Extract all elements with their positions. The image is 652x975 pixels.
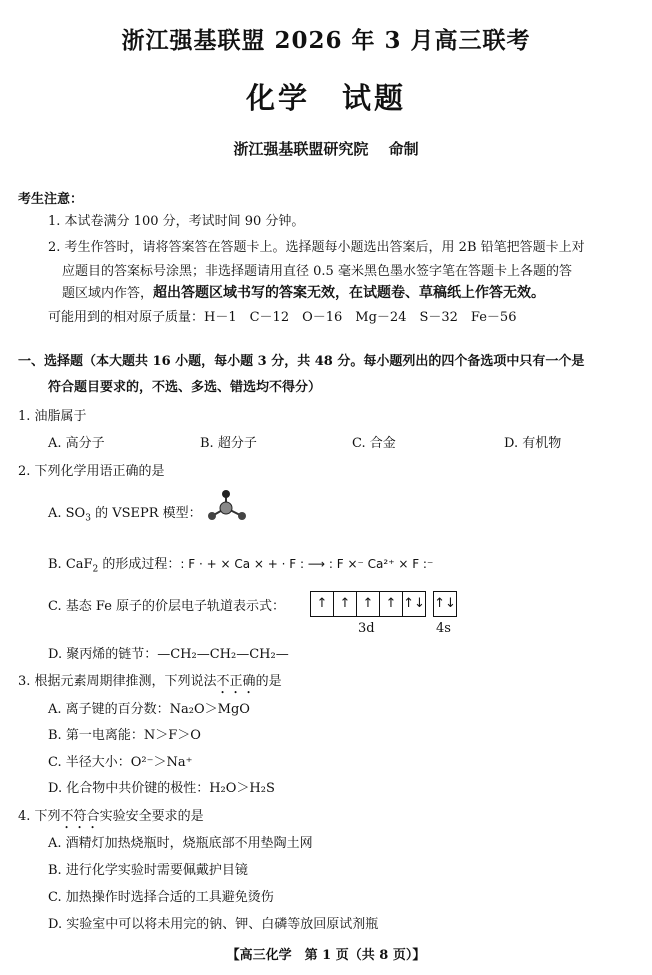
- page-footer: 【高三化学 第 1 页（共 8 页）】: [226, 948, 426, 963]
- q1-option-a: A. 高分子: [48, 436, 105, 451]
- notice-item-2-line-1: 2. 考生作答时，请将答案答在答题卡上。选择题每小题选出答案后，用 2B 铅笔把答题卡上对: [48, 240, 585, 255]
- section-1-heading-line-1: 一、选择题（本大题共 16 小题，每小题 3 分，共 48 分。每小题列出的四个备选项中只有一个是: [18, 354, 585, 369]
- orbital-3d-boxes: [310, 591, 426, 617]
- notice-item-2-line-2: 应题目的答案标号涂黑；非选择题请用直径 0.5 毫米黑色墨水签字笔在答题卡上各题的答: [62, 264, 572, 279]
- q2-a-suffix: 的 VSEPR 模型：: [90, 506, 202, 521]
- q1-option-b: B. 超分子: [200, 436, 257, 451]
- q2-option-a: [48, 502, 202, 524]
- so3-vsepr-model-image: [202, 486, 252, 526]
- orbital-box: ↑: [380, 592, 403, 616]
- orbital-3d-label: 3d: [358, 621, 375, 636]
- notice-emphasis: 超出答题区域书写的答案无效，在试题卷、草稿纸上作答无效。: [153, 285, 546, 301]
- orbital-box: ↑↓: [434, 596, 456, 611]
- q4-option-d: D. 实验室中可以将未用完的钠、钾、白磷等放回原试剂瓶: [48, 917, 379, 932]
- exam-title: 浙江强基联盟 2026 年 3 月高三联考: [121, 27, 531, 54]
- q4-stem-emphasis: 不符合: [60, 809, 100, 824]
- notice-item-2-line-3-normal: 题区域内作答，: [62, 286, 154, 301]
- q4-option-c: C. 加热操作时选择合适的工具避免烫伤: [48, 890, 274, 905]
- q2-option-c: C. 基态 Fe 原子的价层电子轨道表示式：: [48, 599, 286, 614]
- q2-b-prefix: B. CaF: [48, 557, 93, 572]
- q4-stem-part-1: 4. 下列: [18, 809, 61, 824]
- orbital-box: ↑: [311, 592, 334, 616]
- q2-option-b: [48, 553, 433, 575]
- section-1-heading-line-2: 符合题目要求的，不选、多选、错选均不得分）: [48, 380, 322, 395]
- q3-option-d: D. 化合物中共价键的极性：H₂O＞H₂S: [48, 781, 275, 796]
- q3-stem-part-3: 的是: [255, 674, 282, 689]
- q1-stem: 1. 油脂属于: [18, 409, 87, 424]
- q3-option-b: B. 第一电离能：N＞F＞O: [48, 728, 201, 743]
- q2-stem: 2. 下列化学用语正确的是: [18, 464, 165, 479]
- q2-a-prefix: A. SO: [48, 506, 86, 521]
- q4-stem: [18, 805, 204, 832]
- notice-item-2-line-3: [62, 282, 545, 302]
- q3-stem-emphasis: 不正确: [216, 674, 256, 689]
- q4-option-a: A. 酒精灯加热烧瓶时，烧瓶底部不用垫陶土网: [48, 836, 313, 851]
- subject-title: 化学 试题: [245, 81, 406, 115]
- q2-b-sub: 2: [92, 564, 99, 575]
- atomic-mass-line: 可能用到的相对原子质量：H－1 C－12 O－16 Mg－24 S－32 Fe－56: [48, 310, 517, 325]
- caf2-formation-equation: : F · + × Ca × + · F : ⟶ : F ×⁻ Ca²⁺ × F :⁻: [180, 557, 434, 571]
- q2-a-sub: 3: [85, 513, 91, 524]
- q4-option-b: B. 进行化学实验时需要佩戴护目镜: [48, 863, 248, 878]
- q4-stem-part-3: 实验安全要求的是: [99, 809, 204, 824]
- q3-stem: [18, 670, 282, 697]
- q3-option-c: C. 半径大小：O²⁻＞Na⁺: [48, 755, 193, 770]
- orbital-box: ↑: [357, 592, 380, 616]
- q1-option-d: D. 有机物: [504, 436, 562, 451]
- orbital-box: ↑: [334, 592, 357, 616]
- notice-heading: 考生注意：: [18, 192, 84, 207]
- orbital-box: ↑↓: [403, 596, 425, 611]
- q2-b-suffix: 的形成过程：: [98, 557, 181, 572]
- q1-option-c: C. 合金: [352, 436, 396, 451]
- q3-option-a: A. 离子键的百分数：Na₂O＞MgO: [48, 702, 250, 717]
- q3-stem-part-1: 3. 根据元素周期律推测，下列说法: [18, 674, 217, 689]
- orbital-4s-label: 4s: [436, 621, 451, 636]
- maker-line: 浙江强基联盟研究院 命制: [233, 140, 419, 158]
- orbital-4s-boxes: [433, 591, 457, 617]
- notice-item-1: 1. 本试卷满分 100 分，考试时间 90 分钟。: [48, 214, 305, 229]
- q2-option-d: D. 聚丙烯的链节：—CH₂—CH₂—CH₂—: [48, 647, 289, 662]
